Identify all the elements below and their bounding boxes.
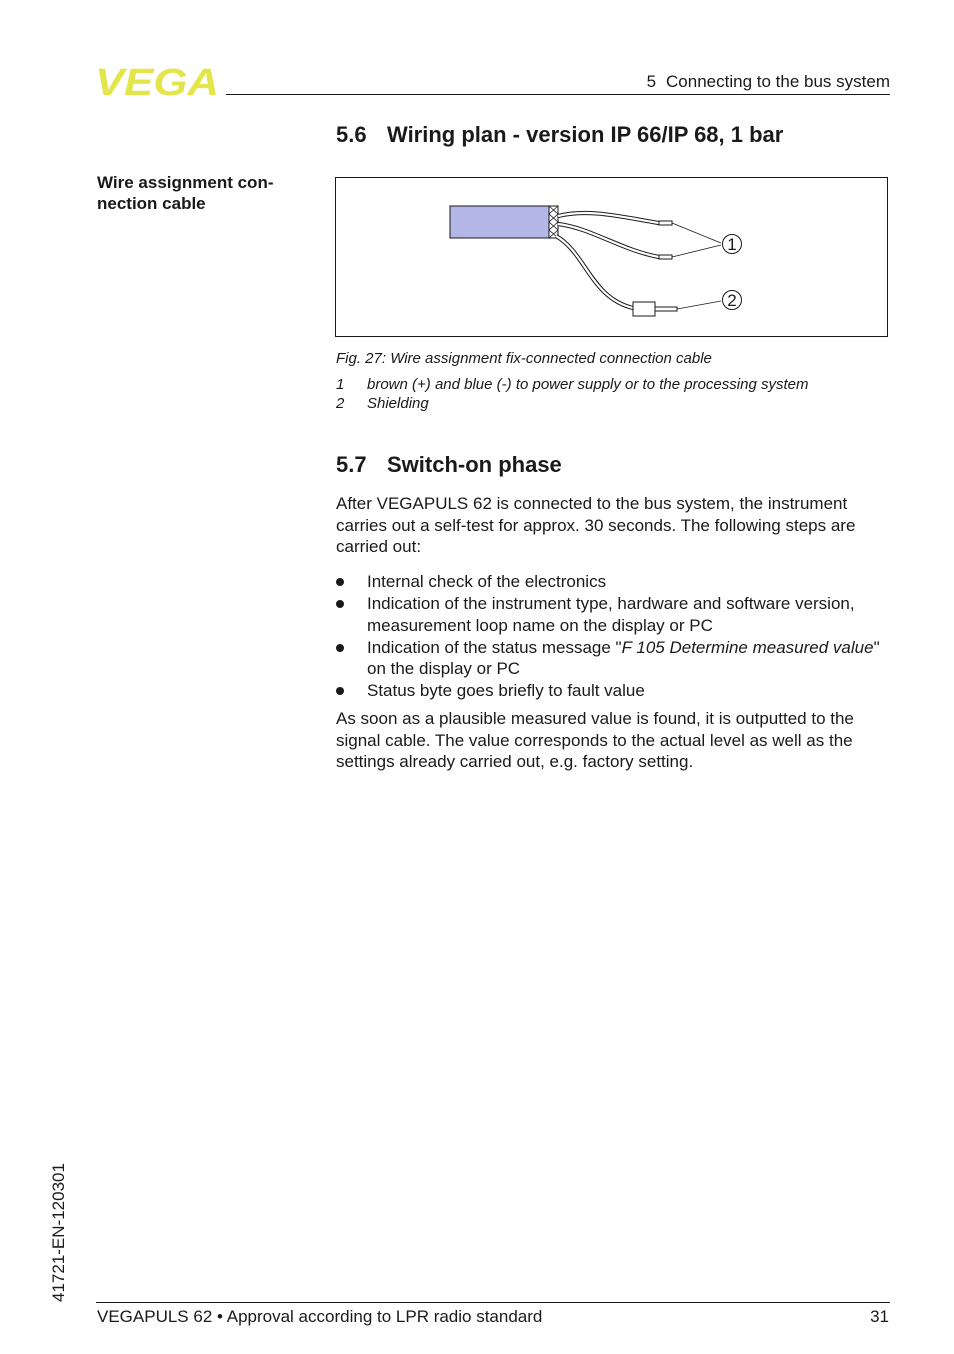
wire-upper-inner <box>558 213 659 223</box>
list-item-text: Internal check of the electronics <box>367 572 607 591</box>
page-number: 31 <box>870 1307 889 1326</box>
document-code: 41721-EN-120301 <box>49 1163 68 1302</box>
cable-sheath <box>450 206 549 238</box>
list-item-text: Status byte goes briefly to fault value <box>367 681 645 700</box>
footer-title: VEGAPULS 62 • Approval according to LPR radio standard <box>97 1307 543 1326</box>
cable-braid <box>549 206 558 238</box>
legend-item <box>336 376 808 393</box>
section-heading-5-6 <box>336 122 783 148</box>
figure-caption: Fig. 27: Wire assignment fix-connected connection cable <box>336 350 712 367</box>
footer-rule <box>96 1302 890 1303</box>
leader-line-2 <box>677 301 721 309</box>
bullet-icon <box>336 600 344 608</box>
wiring-diagram <box>336 178 889 338</box>
running-header <box>647 72 890 92</box>
list-item-text-post: " on the display or PC <box>367 637 880 678</box>
wire-upper-tip <box>659 221 672 225</box>
shield-ferrule-tip <box>655 307 677 311</box>
margin-label-line-2: nection cable <box>97 194 206 213</box>
legend-number: 1 <box>336 376 345 393</box>
legend-text: Shielding <box>367 395 429 412</box>
chapter-number: 5 <box>646 72 657 91</box>
bullet-icon <box>336 578 344 586</box>
header-rule <box>226 94 890 95</box>
margin-label <box>97 172 297 214</box>
leader-line-1b <box>672 245 721 257</box>
legend-text: brown (+) and blue (-) to power supply or to the processing system <box>367 376 809 393</box>
self-test-steps-list <box>336 571 892 702</box>
section-title: Switch-on phase <box>387 452 562 477</box>
intro-paragraph: After VEGAPULS 62 is connected to the bus system, the instrument carries out a self-test for approx. 30 seconds. The following steps are carried out: <box>336 494 856 556</box>
section-number: 5.7 <box>336 452 367 477</box>
wiring-figure <box>335 177 888 337</box>
legend-item <box>336 395 429 412</box>
callout-label-1: 1 <box>727 235 737 254</box>
margin-label-line-1: Wire assignment con- <box>97 173 274 192</box>
wire-middle-tip <box>659 255 672 259</box>
logo-text: VEGA <box>95 64 219 98</box>
closing-paragraph: As soon as a plausible measured value is found, it is outputted to the signal cable. The value corresponds to the actual level as well as the settings already carried out, e.g. factory setting. <box>336 709 854 771</box>
list-item <box>336 637 892 680</box>
bullet-icon <box>336 644 344 652</box>
list-item-text: Indication of the instrument type, hardware and software version, measurement loop name on the display or PC <box>367 594 855 635</box>
list-item <box>336 571 892 593</box>
legend-number: 2 <box>336 395 345 412</box>
section-number: 5.6 <box>336 122 367 147</box>
vega-logo <box>95 64 221 98</box>
bullet-icon <box>336 687 344 695</box>
section-title: Wiring plan - version IP 66/IP 68, 1 bar <box>387 122 784 147</box>
status-message: F 105 Determine measured value <box>621 637 874 657</box>
list-item <box>336 593 892 636</box>
section-heading-5-7 <box>336 452 562 478</box>
list-item-text-pre: Indication of the status message " <box>367 637 622 657</box>
leader-line-1a <box>672 223 721 243</box>
callout-label-2: 2 <box>727 291 737 310</box>
chapter-title: Connecting to the bus system <box>666 72 890 91</box>
list-item <box>336 680 892 702</box>
shield-ferrule <box>633 302 655 316</box>
